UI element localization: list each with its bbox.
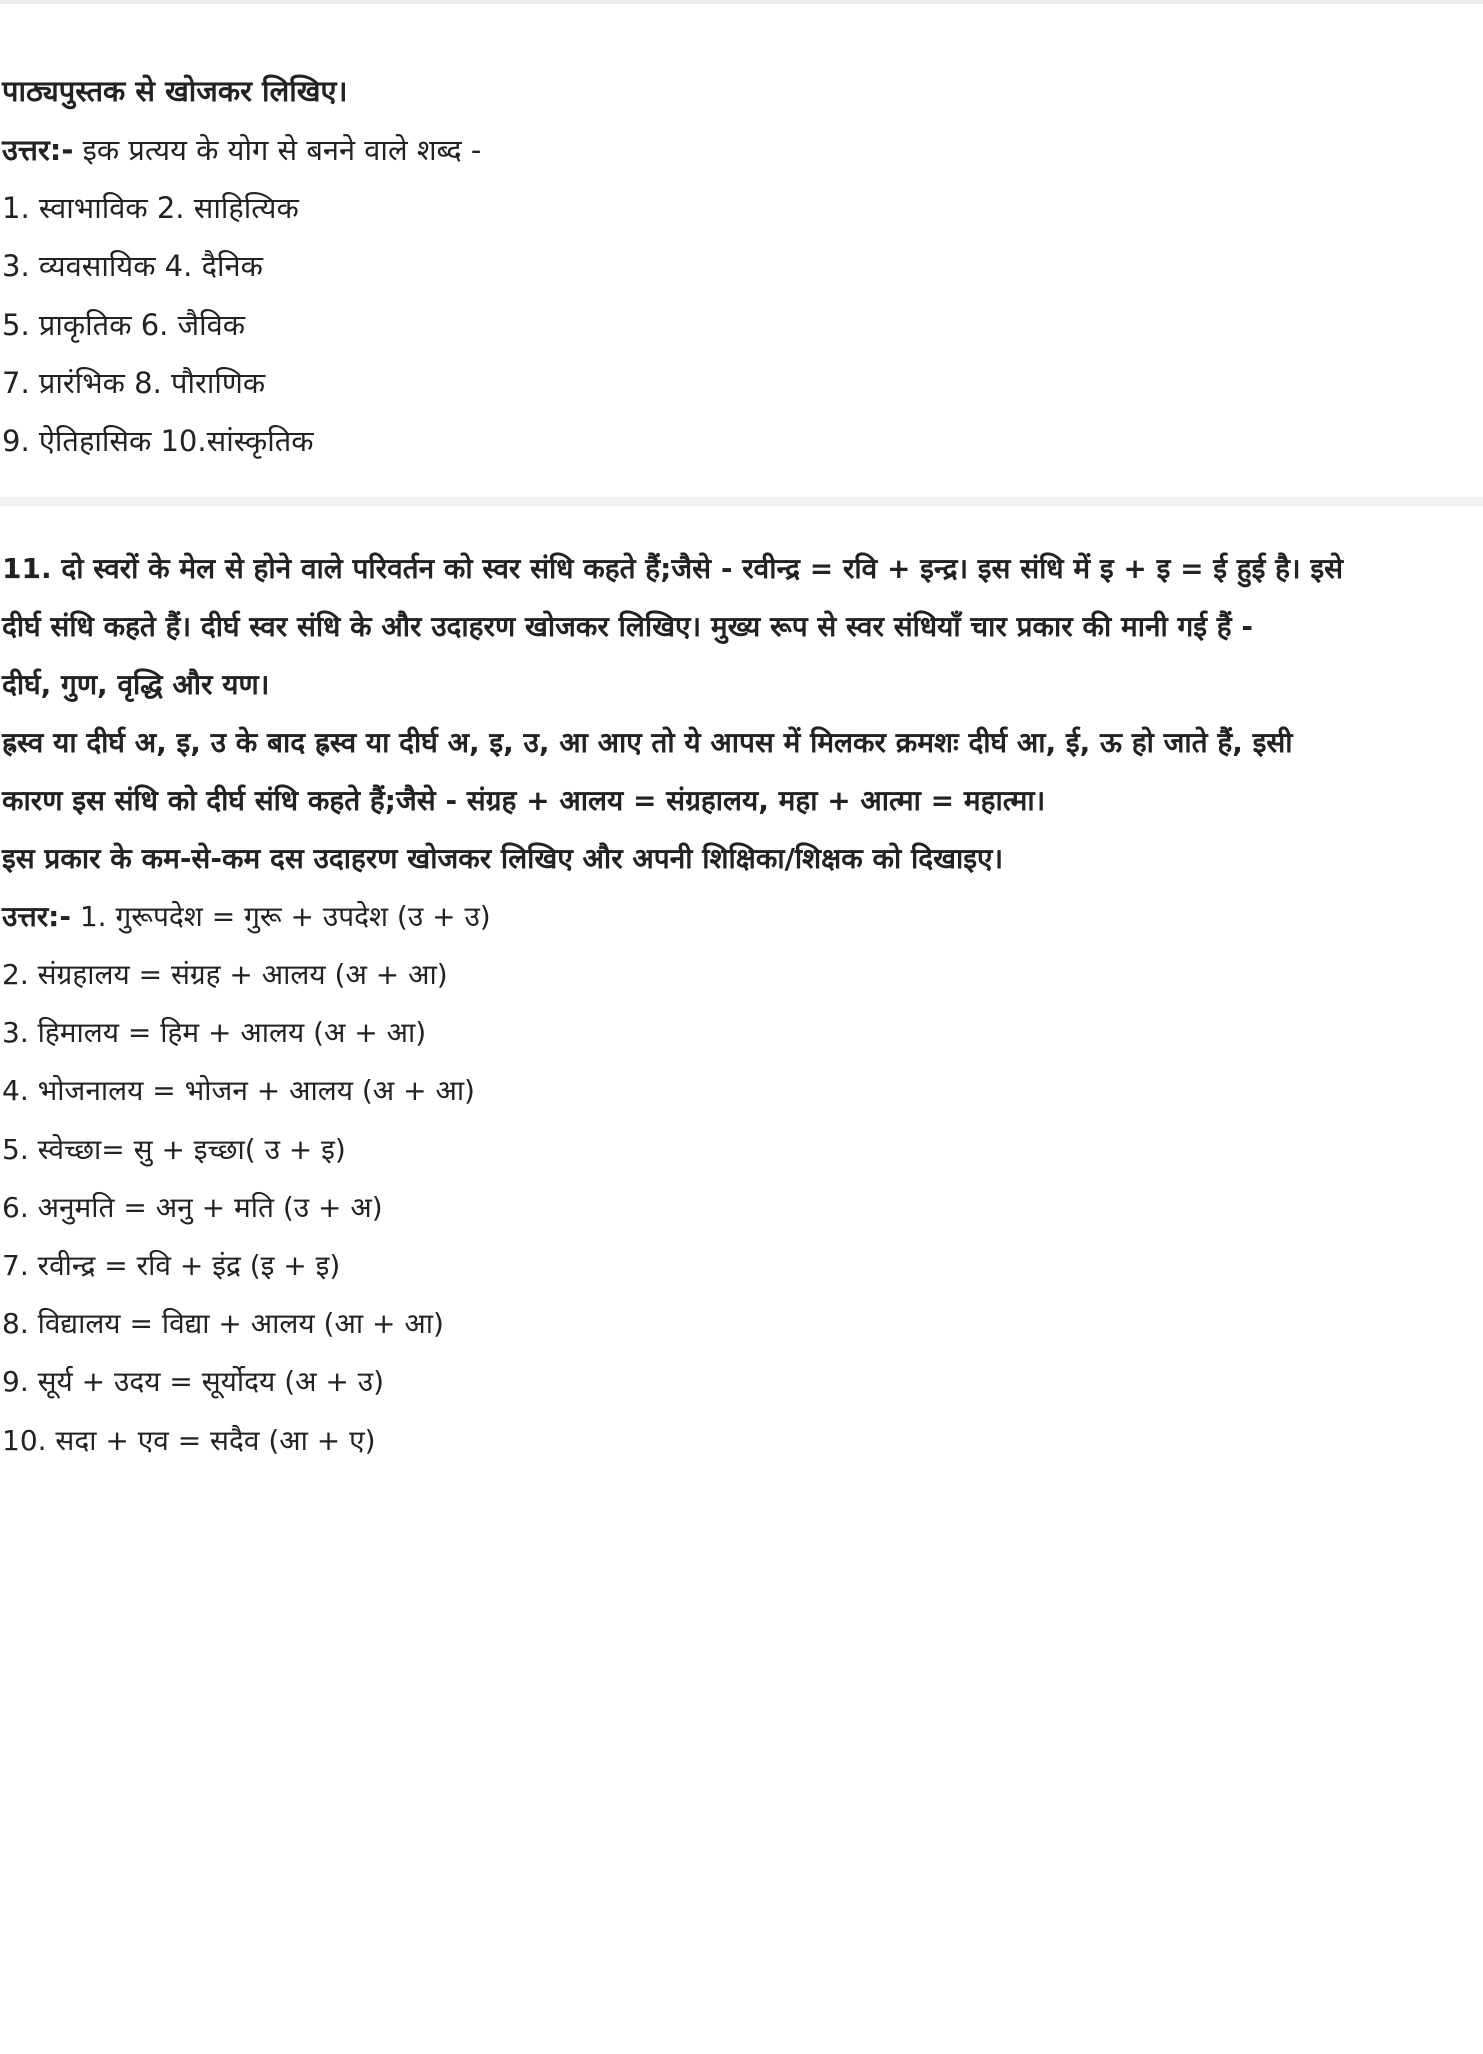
answer-label: उत्तर:- — [2, 900, 71, 933]
answer-text: 1. गुरूपदेश = गुरू + उपदेश (उ + उ) — [70, 900, 491, 933]
top-divider — [0, 0, 1483, 4]
list-item: 7. प्रारंभिक 8. पौराणिक — [2, 366, 266, 400]
section-divider — [0, 497, 1483, 506]
question-line: 11. दो स्वरों के मेल से होने वाले परिवर्तन को स्वर संधि कहते हैं;जैसे - रवीन्द्र = रवि + इन्द्र। इस संधि में इ + इ = ई हुई है। इसे — [2, 552, 1344, 585]
answer-label: उत्तर:- — [2, 133, 74, 167]
question-line: इस प्रकार के कम-से-कम दस उदाहरण खोजकर लिखिए और अपनी शिक्षिका/शिक्षक को दिखाइए। — [2, 842, 1004, 875]
list-item: 3. व्यवसायिक 4. दैनिक — [2, 249, 263, 283]
list-item: 8. विद्यालय = विद्या + आलय (आ + आ) — [2, 1307, 444, 1340]
section1-answer-line — [2, 130, 481, 170]
question-line: कारण इस संधि को दीर्घ संधि कहते हैं;जैसे - संग्रह + आलय = संग्रहालय, महा + आत्मा = महात्मा। — [2, 784, 1046, 817]
list-item: 10. सदा + एव = सदैव (आ + ए) — [2, 1424, 376, 1457]
answer-text: इक प्रत्यय के योग से बनने वाले शब्द - — [73, 133, 482, 167]
list-item: 9. ऐतिहासिक 10.सांस्कृतिक — [2, 424, 314, 458]
question-line: दीर्घ संधि कहते हैं। दीर्घ स्वर संधि के और उदाहरण खोजकर लिखिए। मुख्य रूप से स्वर संधियाँ चार प्रकार की मानी गई हैं - — [2, 610, 1253, 643]
section1-heading: पाठ्यपुस्तक से खोजकर लिखिए। — [2, 74, 348, 108]
answer-line — [2, 897, 491, 937]
question-line: दीर्घ, गुण, वृद्धि और यण। — [2, 668, 270, 701]
list-item: 7. रवीन्द्र = रवि + इंद्र (इ + इ) — [2, 1249, 341, 1282]
list-item: 1. स्वाभाविक 2. साहित्यिक — [2, 191, 299, 225]
list-item: 6. अनुमति = अनु + मति (उ + अ) — [2, 1191, 383, 1224]
list-item: 5. स्वेच्छा= सु + इच्छा( उ + इ) — [2, 1133, 346, 1166]
list-item: 2. संग्रहालय = संग्रह + आलय (अ + आ) — [2, 958, 448, 991]
list-item: 4. भोजनालय = भोजन + आलय (अ + आ) — [2, 1074, 475, 1107]
question-line: ह्रस्व या दीर्घ अ, इ, उ के बाद ह्रस्व या दीर्घ अ, इ, उ, आ आए तो ये आपस में मिलकर क्रमशः दीर्घ आ, ई, ऊ हो जाते हैं, इसी — [2, 726, 1293, 759]
list-item: 9. सूर्य + उदय = सूर्योदय (अ + उ) — [2, 1365, 385, 1398]
list-item: 5. प्राकृतिक 6. जैविक — [2, 308, 246, 342]
list-item: 3. हिमालय = हिम + आलय (अ + आ) — [2, 1016, 427, 1049]
